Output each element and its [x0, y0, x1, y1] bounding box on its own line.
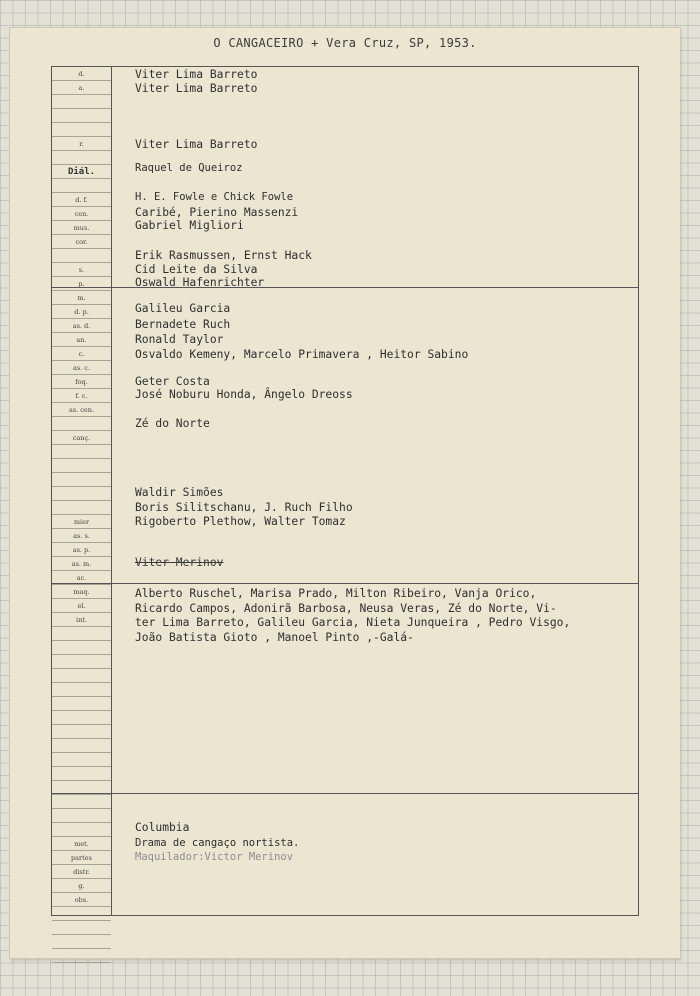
observation-value: Maquilador:Victor Merinov: [135, 851, 294, 863]
field-label: maq.: [52, 585, 111, 599]
field-label: ac.: [52, 571, 111, 585]
distributor-value: Columbia: [135, 821, 190, 834]
field-label: distr.: [52, 865, 111, 879]
field-label: int.: [52, 613, 111, 627]
field-label: met.: [52, 837, 111, 851]
card-title: O CANGACEIRO + Vera Cruz, SP, 1953.: [213, 36, 477, 50]
director-value: Viter Lima Barreto: [135, 68, 258, 81]
field-label: r.: [52, 137, 111, 151]
section-divider-3: [52, 793, 638, 794]
field-label: [52, 949, 111, 963]
field-label: p.: [52, 277, 111, 291]
field-label: d. p.: [52, 305, 111, 319]
field-label: [52, 445, 111, 459]
field-label: d.: [52, 67, 111, 81]
field-label: mier: [52, 515, 111, 529]
field-label: obs.: [52, 893, 111, 907]
field-label: [52, 641, 111, 655]
field-label: [52, 725, 111, 739]
field-label: [52, 473, 111, 487]
field-label: [52, 697, 111, 711]
cast-line-1: Alberto Ruschel, Marisa Prado, Milton Ribeiro, Vanja Orico,: [135, 587, 537, 600]
field-label: foq.: [52, 375, 111, 389]
dialogue-value: Raquel de Queiroz: [135, 162, 243, 174]
cast-line-4: João Batista Gioto , Manoel Pinto ,-Galá-: [135, 631, 414, 644]
still-photographer-value: Geter Costa: [135, 375, 210, 388]
field-label: [52, 921, 111, 935]
field-label: [52, 809, 111, 823]
field-label: [52, 669, 111, 683]
field-label: f. c.: [52, 389, 111, 403]
genre-value: Drama de cangaço nortista.: [135, 837, 300, 849]
field-label: d. f.: [52, 193, 111, 207]
scenography-value: Caribé, Pierino Massenzi: [135, 206, 299, 219]
field-label: as. cen.: [52, 403, 111, 417]
field-label: [52, 655, 111, 669]
field-label: [52, 739, 111, 753]
field-label: [52, 95, 111, 109]
cast-line-3: ter Lima Barreto, Galileu Garcia, Nieta Junqueira , Pedro Visgo,: [135, 616, 571, 629]
field-label: [52, 487, 111, 501]
field-label: as. c.: [52, 361, 111, 375]
photography-value: H. E. Fowle e Chick Fowle: [135, 191, 294, 203]
field-label: [52, 417, 111, 431]
field-label: [52, 501, 111, 515]
field-label: s.: [52, 263, 111, 277]
field-label: [52, 459, 111, 473]
field-label: as. s.: [52, 529, 111, 543]
argument-value: Viter Lima Barreto: [135, 82, 258, 95]
field-label: [52, 935, 111, 949]
camera-assistant-value: Osvaldo Kemeny, Marcelo Primavera , Heitor Sabino: [135, 348, 469, 361]
field-label: g.: [52, 879, 111, 893]
field-label: mus.: [52, 221, 111, 235]
script-supervisor-value: Bernadete Ruch: [135, 318, 231, 331]
catalog-card: [10, 28, 680, 958]
camera-value: Ronald Taylor: [135, 333, 224, 346]
field-label: cor.: [52, 235, 111, 249]
field-label: m.: [52, 291, 111, 305]
section-divider-2: [52, 583, 638, 584]
songs-value: Zé do Norte: [135, 417, 210, 430]
mixer-value: Waldir Simões: [135, 486, 224, 499]
field-label: partes: [52, 851, 111, 865]
field-label: [52, 711, 111, 725]
label-column-divider: [111, 67, 112, 915]
field-label: [52, 179, 111, 193]
field-label: an.: [52, 333, 111, 347]
field-label: a.: [52, 81, 111, 95]
field-label: [52, 151, 111, 165]
cast-line-2: Ricardo Campos, Adonirã Barbosa, Neusa Veras, Zé do Norte, Vi-: [135, 602, 557, 615]
field-label: [52, 795, 111, 809]
production-assistant-value: Rigoberto Plethow, Walter Tomaz: [135, 515, 346, 528]
field-label: c.: [52, 347, 111, 361]
field-label: [52, 767, 111, 781]
assistant-director-value: Galileu Garcia: [135, 302, 231, 315]
field-label: Diál.: [52, 165, 111, 179]
field-label: [52, 683, 111, 697]
screenplay-value: Viter Lima Barreto: [135, 138, 258, 151]
makeup-value: Viter Merinov: [135, 556, 224, 569]
field-label: canç.: [52, 431, 111, 445]
field-label: [52, 109, 111, 123]
field-label: as. p.: [52, 543, 111, 557]
field-label: cen.: [52, 207, 111, 221]
music-value: Gabriel Migliori: [135, 219, 244, 232]
field-label: [52, 823, 111, 837]
field-label: el.: [52, 599, 111, 613]
field-label: [52, 249, 111, 263]
assistant-scenography-value: José Noburu Honda, Ângelo Dreoss: [135, 388, 353, 401]
sound-value: Erik Rasmussen, Ernst Hack: [135, 249, 312, 262]
producer-value: Cid Leite da Silva: [135, 263, 258, 276]
field-label: [52, 627, 111, 641]
editing-value: Oswald Hafenrichter: [135, 276, 265, 289]
field-label: as. d.: [52, 319, 111, 333]
field-label: [52, 753, 111, 767]
field-label: [52, 907, 111, 921]
sound-assistant-value: Boris Silitschanu, J. Ruch Filho: [135, 501, 353, 514]
field-label: as. m.: [52, 557, 111, 571]
field-label: [52, 123, 111, 137]
field-label-column: [52, 67, 111, 915]
